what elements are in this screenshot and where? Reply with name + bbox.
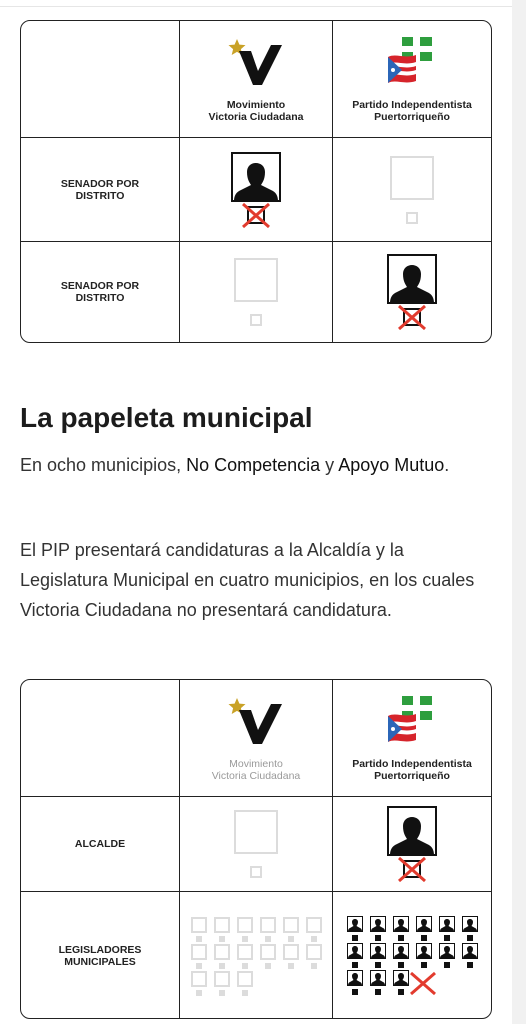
empty-candidate-grid [191, 917, 322, 996]
bold-no-competencia: No Competencia [186, 455, 321, 475]
mvc-logo-icon [226, 37, 286, 89]
party-pip-header [333, 21, 491, 137]
party-mvc-name: Movimiento Victoria Ciudadana [208, 99, 304, 123]
row-label: LEGISLADORES MUNICIPALES [21, 892, 180, 1019]
body-paragraph: El PIP presentará candidaturas a la Alcaldía y la Legislatura Municipal en cuatro municipios, en los cuales Victoria Ciudadana no presentará candidatura. [20, 540, 475, 620]
section-heading: La papeleta municipal [20, 402, 313, 433]
mvc-logo-icon [226, 696, 286, 748]
senate-ballot [20, 20, 492, 343]
candidate-pip-senador [333, 242, 491, 342]
vote-mark-x-icon [416, 970, 432, 996]
ballot-row-senador-2 [21, 241, 491, 342]
ballot-row-alcalde [21, 796, 491, 891]
party-mvc-name: Movimiento Victoria Ciudadana [211, 758, 301, 782]
party-pip-name: Partido Independentista Puertorriqueño [352, 758, 472, 782]
row-label: SENADOR POR DISTRITO [21, 138, 180, 241]
municipal-ballot [20, 679, 492, 1019]
party-mvc-header [180, 21, 333, 137]
pip-logo-icon [386, 35, 438, 89]
row-label: ALCALDE [21, 797, 180, 891]
ballot-row-legisladores [21, 891, 491, 1019]
pip-logo-icon [386, 694, 438, 748]
candidate-photo-voted-icon [387, 254, 437, 330]
vote-box[interactable] [250, 314, 262, 326]
bold-apoyo-mutuo: Apoyo Mutuo [338, 455, 445, 475]
candidate-photo-voted-icon [231, 152, 281, 228]
empty-header-cell [21, 680, 180, 796]
pip-legisladores [333, 892, 491, 1019]
mvc-legisladores-empty [180, 892, 333, 1019]
empty-header-cell [21, 21, 180, 137]
intro-paragraph: En ocho municipios, No Competencia y Apoyo Mutuo. [20, 455, 450, 475]
candidate-grid [347, 916, 478, 996]
ballot-header-row [21, 680, 491, 796]
ballot-row-senador-1 [21, 137, 491, 241]
ballot-header-row [21, 21, 491, 137]
candidate-photo-voted-icon [387, 806, 437, 882]
candidate-pip-senador-empty [333, 138, 491, 241]
candidate-mvc-alcalde-empty [180, 797, 333, 891]
vote-box[interactable] [406, 212, 418, 224]
scrollbar[interactable] [512, 0, 526, 1024]
candidate-mvc-senador [180, 138, 333, 241]
party-pip-name: Partido Independentista Puertorriqueño [352, 99, 472, 123]
party-mvc-header [180, 680, 333, 796]
party-pip-header [333, 680, 491, 796]
row-label: SENADOR POR DISTRITO [21, 242, 180, 342]
vote-box[interactable] [250, 866, 262, 878]
top-divider [0, 6, 512, 7]
candidate-mvc-senador-empty [180, 242, 333, 342]
candidate-pip-alcalde [333, 797, 491, 891]
